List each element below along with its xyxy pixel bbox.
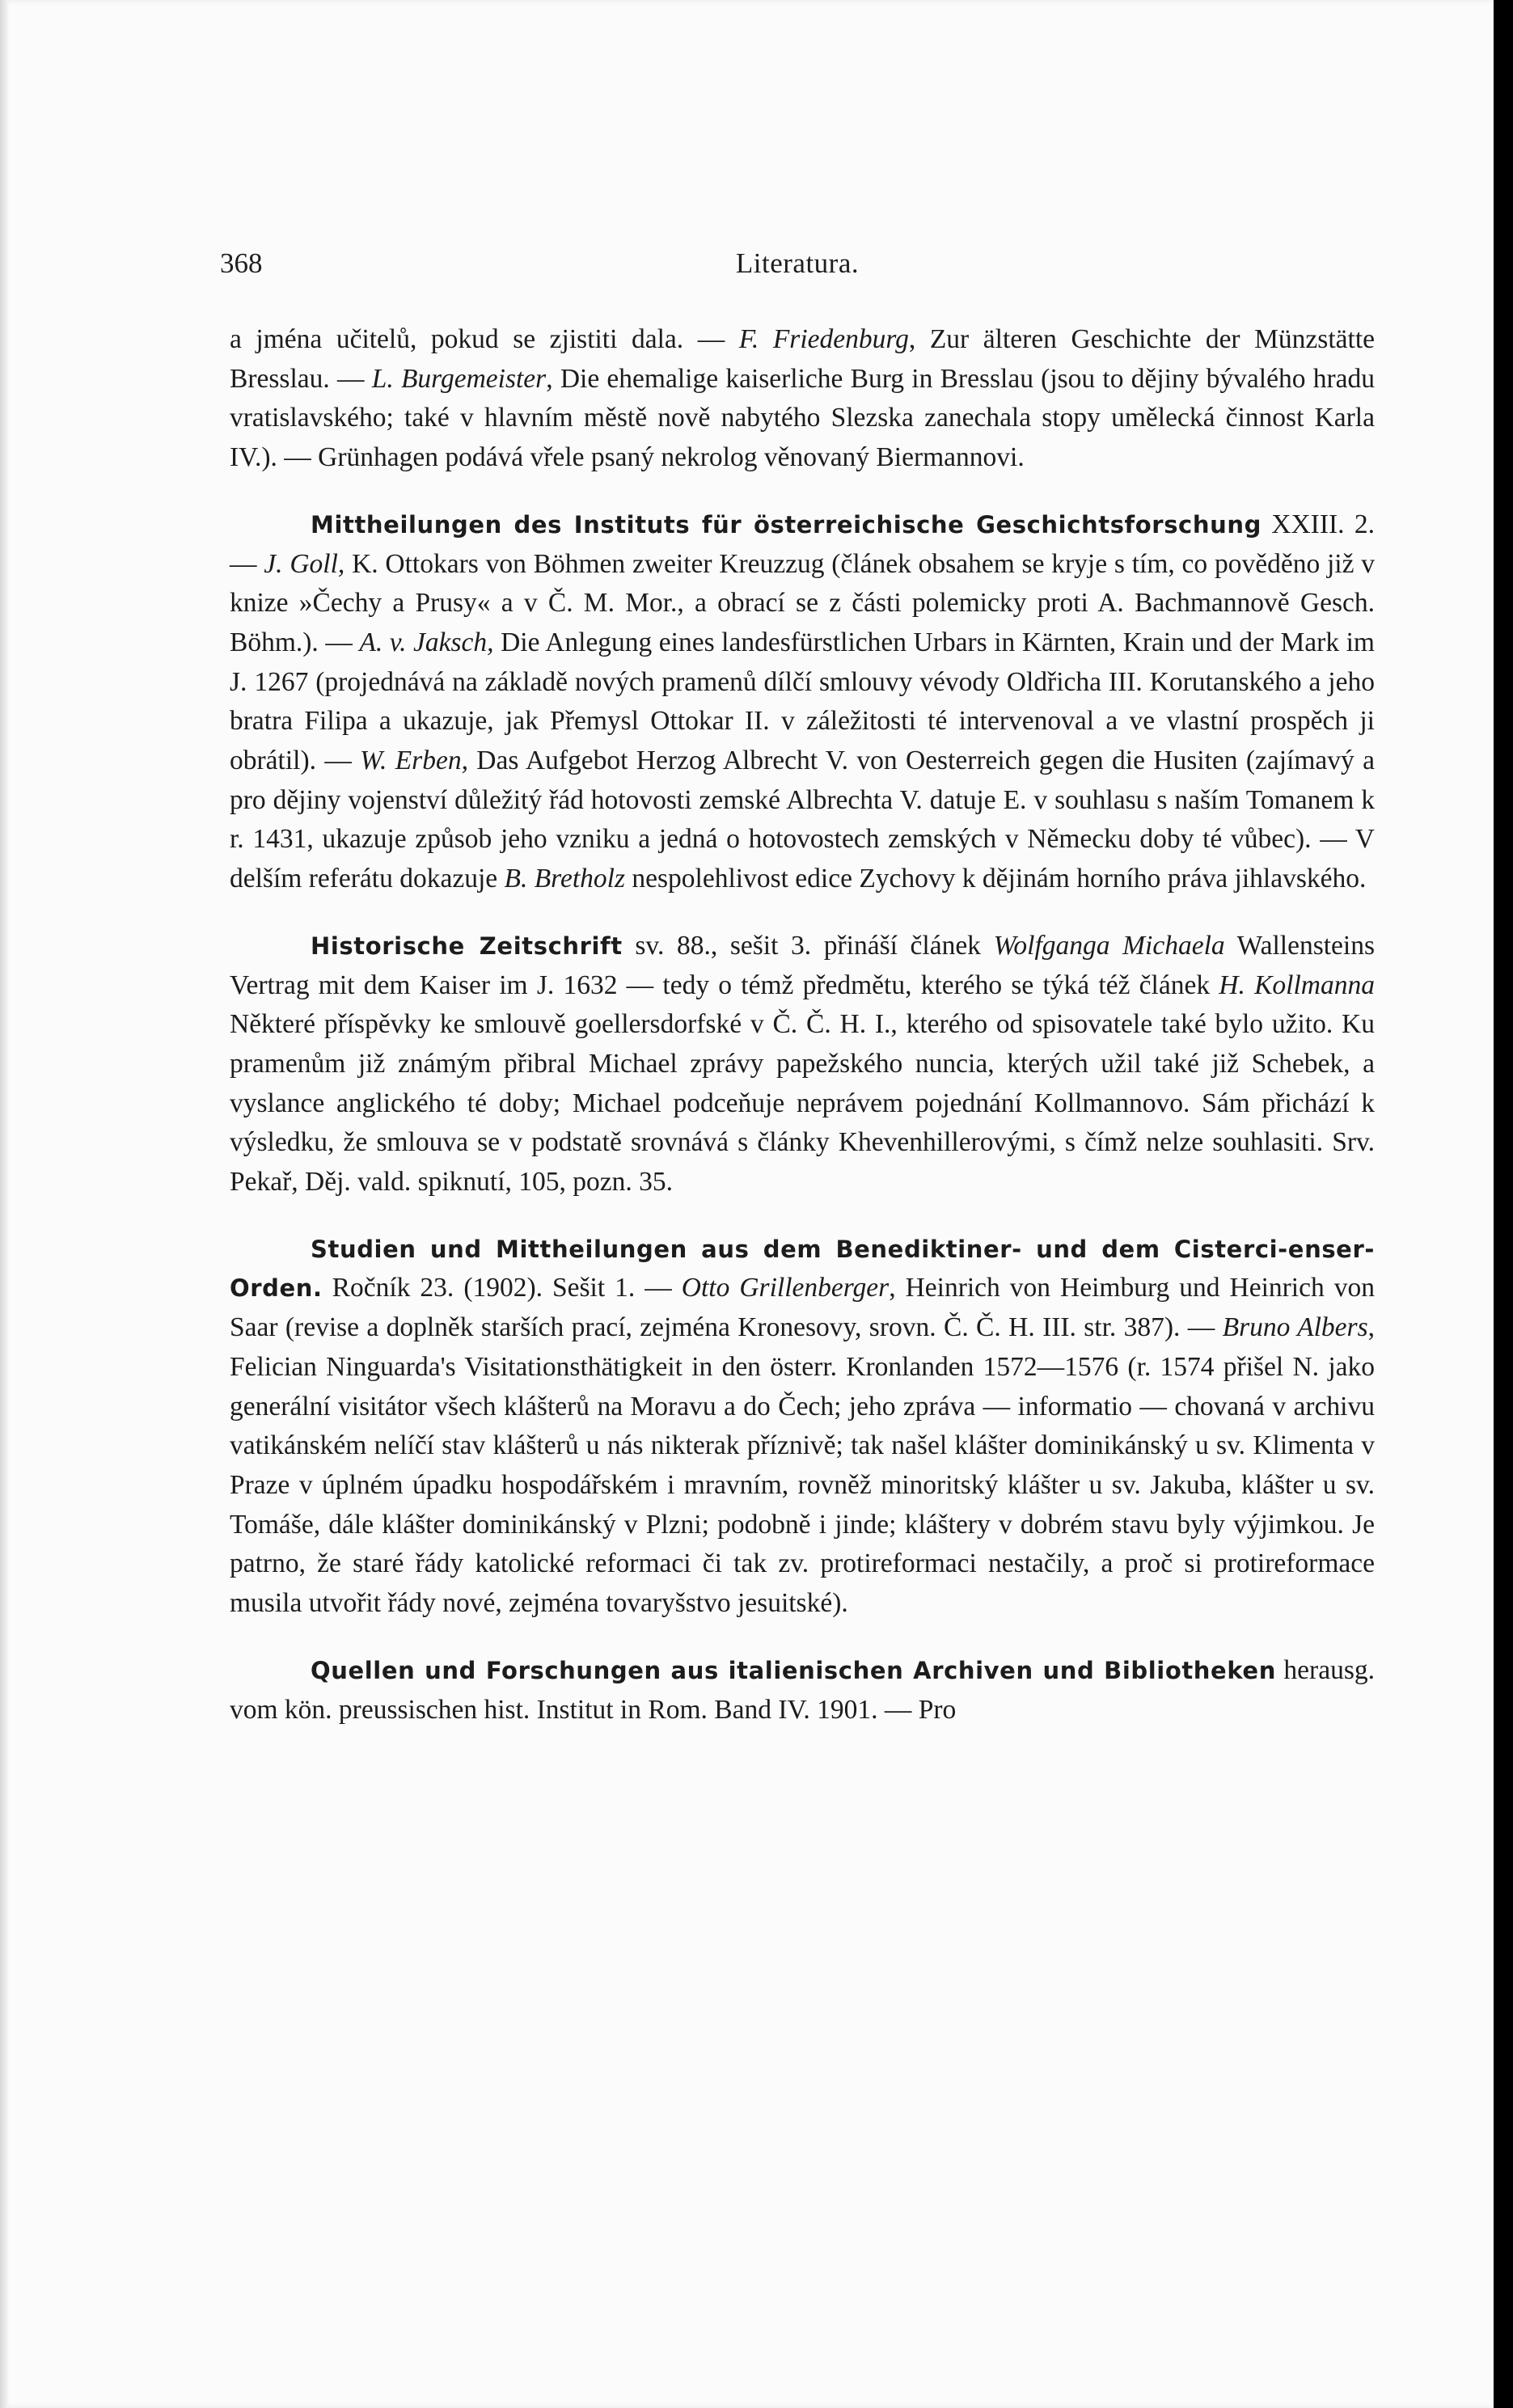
text-run: Das Aufgebot Herzog Albrecht V. von Oesterreich gegen die Husiten (zajímavý a pro dějiny vojenství důležitý řád hotovosti zemské Albrechta V. datuje E. v souhlasu s naším Tomanem k r. 1431, ukazuje způsob jeho vzniku a jedná o hotovostech zemských v Německu doby té vůbec). — V delším referátu dokazuje [230, 746, 1376, 894]
journal-title: Studien und Mittheilungen aus dem Benediktiner- und dem Cisterci-enser-Orden. [230, 1235, 1375, 1303]
text-run: , Felician Ninguarda's Visitationsthätigkeit in den österr. Kronlanden 1572—1576 (r. 1574 přišel N. jako generální visitátor všech klášterů na Moravu a do Čech; jeho zpráva — informatio — chovaná v archivu vatikánském nelíčí stav klášterů u nás nikterak příznivě; tak našel klášter dominikánský u sv. Klimenta v Praze v úplném úpadku hospodářském i mravním, rovněž minoritský klášter u sv. Jakuba, klášter u sv. Tomáše, dále klášter dominikánský v Plzni; podobně i jinde; kláštery v dobrém stavu byly výjimkou. Je patrno, že staré řády katolické reformaci či tak zv. protireformaci nestačily, a proč si protireformace musila utvořit řády nové, zejména tovaryšstvo jesuitské). [230, 1312, 1375, 1619]
paragraph-mittheilungen [230, 505, 1375, 899]
text-run: , Die ehemalige kaiserliche Burg in Bresslau (jsou to dějiny bývalého hradu vratislavského; také v hlavním městě nově nabytého Slezska zanechala stopy umělecká činnost Karla IV.). — Grünhagen podává vřele psaný nekrolog věnovaný Biermannovi. [230, 363, 1375, 473]
text-run: , Heinrich von Heimburg und Heinrich von Saar (revise a doplněk starších prací, zejména Kronesovy, srovn. Č. Č. H. III. str. 387). — [230, 1273, 1375, 1343]
author-name: H. Kollmanna [1219, 970, 1375, 1000]
text-run: , Zur älteren Geschichte der Münzstätte Bresslau. — [230, 324, 1375, 394]
running-head: Literatura. [735, 247, 860, 279]
paragraph-quellen [230, 1651, 1375, 1730]
journal-title: Quellen und Forschungen aus italienischen Archiven und Bibliotheken [311, 1656, 1276, 1684]
author-name: W. Erben, [360, 746, 468, 776]
author-name: B. Bretholz [504, 864, 625, 894]
text-run: Ročník 23. (1902). Sešit 1. — [322, 1273, 682, 1303]
journal-title: Historische Zeitschrift [311, 932, 623, 960]
page-header [220, 247, 1375, 286]
page-edge-shadow [0, 0, 8, 2408]
author-name: J. Goll, [264, 548, 345, 579]
text-run: herausg. vom kön. preussischen hist. Institut in Rom. Band IV. 1901. — Pro [230, 1654, 1375, 1725]
text-run: Die Anlegung eines landesfürstlichen Urbars in Kärnten, Krain und der Mark im J. 1267 (projednává na základě nových pramenů dílčí smlouvy vévody Oldřicha III. Korutanského a jeho bratra Filipa a ukazuje, jak Přemysl Ottokar II. v záležitosti té intervenoval a ve vlastní prospěch ji obrátil). — [230, 627, 1375, 776]
paragraph-studien [230, 1230, 1375, 1624]
text-run: a jména učitelů, pokud se zjistiti dala. — [230, 324, 739, 354]
text-run: XXIII. 2. — [230, 509, 1376, 579]
text-run: Wallensteins Vertrag mit dem Kaiser im J. 1632 — tedy o témž předmětu, kterého se týká též článek [230, 930, 1375, 1000]
page-number: 368 [220, 247, 263, 279]
author-name: A. v. Jaksch, [359, 627, 494, 657]
author-name: Wolfganga Michaela [993, 930, 1225, 961]
author-name: Bruno Albers [1222, 1312, 1368, 1343]
text-run: sv. 88., sešit 3. přináší článek [622, 930, 994, 961]
paragraph-historische-zeitschrift [230, 927, 1375, 1202]
author-name: L. Burgemeister [371, 363, 547, 394]
paragraph-continuation [230, 320, 1375, 478]
text-run: nespolehlivost edice Zychovy k dějinám horního práva jihlavského. [625, 864, 1367, 894]
author-name: F. Friedenburg [738, 324, 909, 354]
body-text [230, 320, 1375, 1730]
text-run: K. Ottokars von Böhmen zweiter Kreuzzug (článek obsahem se kryje s tím, co pověděno již v knize »Čechy a Prusy« a v Č. M. Mor., a obrací se z části polemicky proti A. Bachmannově Gesch. Böhm.). — [230, 548, 1376, 657]
author-name: Otto Grillenberger [681, 1273, 890, 1303]
journal-title: Mittheilungen des Instituts für österreichische Geschichtsforschung [311, 510, 1262, 539]
text-run: Některé příspěvky ke smlouvě goellersdorfské v Č. Č. H. I., kterého od spisovatele také bylo užito. Ku pramenům již známým přibral Michael zprávy papežského nuncia, kterých užil také již Schebek, a vyslance anglického té doby; Michael podceňuje neprávem pojednání Kollmannovo. Sám přichází k výsledku, že smlouva se v podstatě srovnává s články Khevenhillerovými, s čímž nelze souhlasiti. Srv. Pekař, Děj. vald. spiknutí, 105, pozn. 35. [230, 1009, 1375, 1198]
